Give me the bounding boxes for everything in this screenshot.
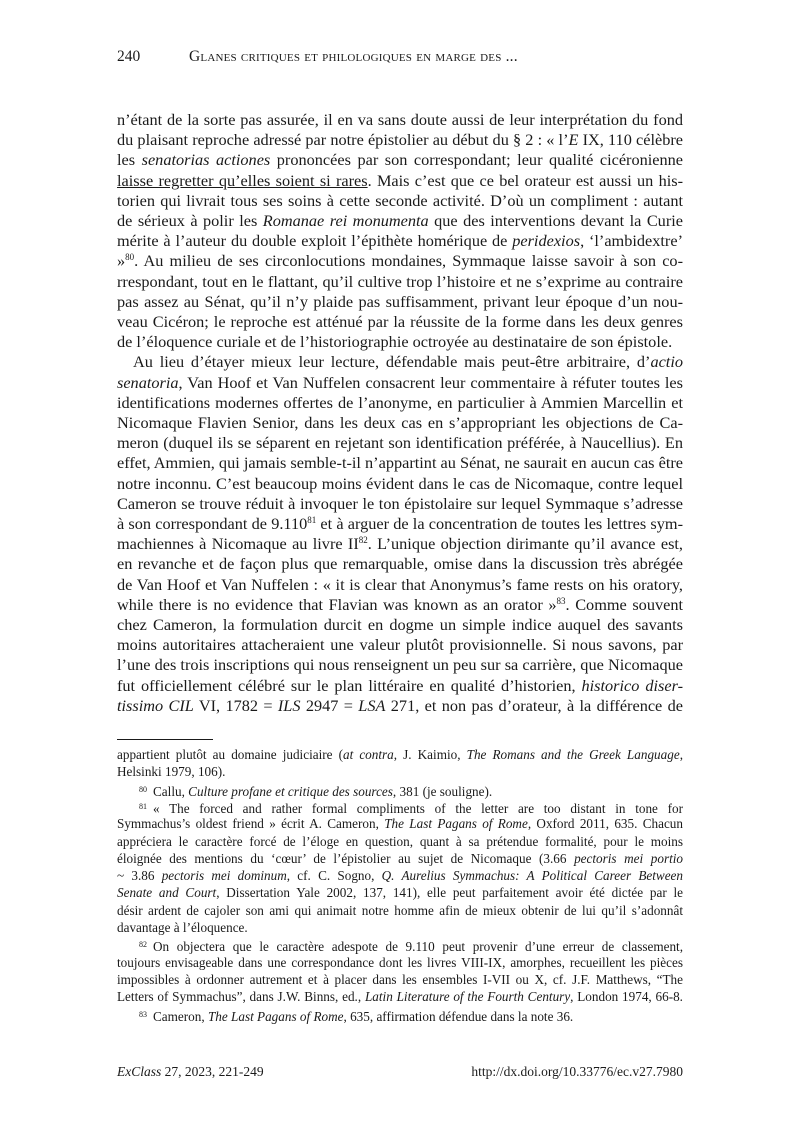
text-line	[117, 696, 683, 716]
italic-span: peridexios	[512, 231, 581, 251]
text-span: de Van Hoof et Van Nuffelen : « it is clear that Anonymus’s fame rests on his oratory,	[117, 574, 683, 594]
italic-span: E	[568, 130, 579, 150]
italic-span: The Romans and the Greek Language	[466, 747, 680, 762]
text-span: appartient plutôt au domaine judiciaire (	[117, 747, 343, 762]
text-span: notre inconnu. C’est beaucoup moins évident dans le cas de Nicomaque, contre lequel	[117, 473, 683, 493]
footnote-line	[117, 988, 683, 1005]
text-span: « The forced and rather formal compliments of the letter are too distant in tone for	[153, 800, 683, 816]
text-span: prononcées par son correspondant; leur qualité cicéronienne	[270, 150, 684, 170]
text-span: , Oxford 2011, 635. Chacun	[527, 816, 683, 832]
footnote-line	[117, 815, 683, 832]
italic-span: Romanae rei monumenta	[262, 211, 429, 230]
footnote-ref[interactable]: 82	[358, 535, 368, 546]
text-span: davantage à l’éloquence.	[117, 920, 248, 935]
text-line	[117, 292, 683, 312]
text-line	[117, 130, 683, 150]
text-span: torien qui livrait tous ses soins à cette seconde activité. D’où un compliment : autant	[117, 190, 683, 210]
text-span: , cf. C. Sogno,	[286, 868, 382, 884]
text-span: de sérieux à polir les	[117, 211, 263, 230]
text-span: toujours envisageable dans une correspondance dont les livres VIII-IX, amorphes, recueillent les pièces	[117, 954, 683, 970]
italic-span: Latin Literature of the Fourth Century	[364, 989, 571, 1005]
text-line	[117, 635, 683, 655]
footnote-line	[117, 763, 683, 780]
text-line	[117, 453, 683, 473]
italic-span: Culture profane et critique des sources	[188, 783, 393, 799]
text-span: appréciera le caractère forcé de l’éloge en question, quant à sa prétendue formalité, pour le moins	[117, 833, 683, 849]
footnote-number: 83	[139, 1009, 147, 1019]
text-span: en revanche et de façon plus que remarquable, omise dans la discussion très abrégée	[117, 554, 683, 574]
text-span: Letters of Symmachus”, dans J.W. Binns, ed.,	[117, 989, 365, 1005]
text-line	[117, 171, 683, 191]
page-footer	[117, 1064, 683, 1084]
text-span: 271, et non pas d’orateur, à la différence de	[385, 695, 683, 715]
italic-span: Senate and Court	[117, 885, 217, 901]
text-span: Cameron,	[153, 1008, 208, 1024]
italic-span: pectoris mei portio	[574, 850, 683, 866]
footnote-line	[117, 971, 683, 988]
text-line	[117, 352, 683, 372]
text-span: while there is no evidence that Flavian was known as an orator »	[117, 594, 557, 614]
text-span: ~ 3.86	[117, 868, 162, 884]
text-span: , J. Kaimio,	[393, 747, 467, 762]
text-line	[117, 413, 683, 433]
text-span: fut officiellement célébré sur le plan littéraire en qualité d’historien,	[117, 675, 582, 695]
text-line	[117, 332, 683, 352]
text-line	[117, 554, 683, 574]
text-span: effet, Ammien, qui jamais semble-t-il n’appartint au Sénat, ne saurait en aucun cas être	[117, 453, 683, 473]
text-line	[117, 595, 683, 615]
italic-span: senatoria	[117, 372, 179, 392]
italic-span: The Last Pagans of Rome	[207, 1008, 344, 1024]
text-span: les	[117, 150, 142, 170]
text-span: moins autoritaires attacheraient une valeur plutôt provisionnelle. Si nous savons, par	[117, 635, 683, 655]
running-header	[117, 48, 683, 68]
text-span: Au lieu d’étayer mieux leur lecture, défendable mais peut-être arbitraire, d’	[133, 352, 651, 372]
text-line	[117, 272, 683, 292]
text-span: n’étant de la sorte pas assurée, il en va sans doute aussi de leur interprétation du fond	[117, 110, 683, 129]
text-span: IX, 110 célèbre	[578, 130, 683, 150]
italic-span: actio	[650, 352, 683, 372]
text-span: , 381 (je souligne).	[392, 783, 493, 799]
text-span: VI, 1782 =	[193, 695, 278, 715]
italic-span: tissimo CIL	[117, 695, 194, 715]
text-span: ,	[679, 747, 683, 762]
text-span: éloignée des mentions du ‘cœur’ de l’épistolier au sujet de Nicomaque (3.66	[117, 850, 575, 866]
journal-name: ExClass	[117, 1064, 162, 1079]
footnote-line	[117, 936, 683, 955]
text-line	[117, 373, 683, 393]
text-line	[117, 110, 683, 130]
text-span: 2947 =	[300, 695, 359, 715]
text-line	[117, 251, 683, 271]
text-span: identifications modernes offertes de l’anonyme, en particulier à Ammien Marcellin et	[117, 392, 683, 412]
text-span: de l’éloquence curiale et de l’historiographie octroyée au destinataire de son épistole.	[117, 332, 673, 352]
text-span: , Dissertation Yale 2002, 137, 141), elle peut parfaitement avoir été dictée par le	[216, 885, 683, 901]
text-span: que des interventions devant la Curie	[428, 211, 683, 230]
text-span: du plaisant reproche adressé par notre épistolier au début du § 2 : « l’	[117, 130, 569, 150]
italic-span: The Last Pagans of Rome	[384, 816, 528, 832]
text-span: Callu,	[153, 783, 189, 799]
doi-link[interactable]: http://dx.doi.org/10.33776/ec.v27.7980	[471, 1064, 683, 1079]
footnote-number: 80	[139, 784, 147, 794]
underlined-span: laisse regretter qu’elles soient si rares	[117, 170, 368, 190]
footnote-line	[117, 833, 683, 850]
text-line	[117, 474, 683, 494]
footnote-line	[117, 781, 683, 800]
text-line	[117, 655, 683, 675]
text-span: On objectera que le caractère adespote de 9.110 peut provenir d’une erreur de classement,	[153, 939, 683, 955]
italic-span: ILS	[277, 695, 301, 715]
italic-span: pectoris mei dominum	[161, 868, 287, 884]
text-span: désir ardent de cajoler son ami qui animait notre homme afin de mieux obtenir de lui qu’il s’adonnât	[117, 902, 683, 918]
text-span: , 635, affirmation défendue dans la note 36.	[343, 1008, 574, 1024]
journal-volume-info: 27, 2023, 221-249	[161, 1064, 264, 1079]
text-span: . Au milieu de ses circonlocutions mondaines, Symmaque laisse savoir à son co-	[134, 251, 683, 271]
text-line	[117, 393, 683, 413]
footnote-line	[117, 867, 683, 884]
footnote-line	[117, 919, 683, 936]
text-span: . Mais c’est que ce bel orateur est aussi un his-	[367, 170, 683, 190]
italic-span: at contra	[342, 747, 394, 762]
text-span: rrespondant, tout en le flattant, qu’il cultive trop l’histoire et ne s’exprime au contraire	[117, 271, 683, 291]
footnote-ref[interactable]: 81	[307, 515, 317, 525]
text-span: , ‘l’ambidextre’	[580, 231, 683, 251]
text-line	[117, 514, 683, 534]
footnote-ref[interactable]: 83	[556, 595, 566, 606]
text-span: Symmachus’s oldest friend » écrit A. Cameron,	[117, 816, 385, 832]
footnote-line	[117, 746, 683, 763]
text-span: veau Cicéron; le reproche est atténué par la réussite de la forme dans les deux genres	[117, 312, 683, 331]
italic-span: historico diser-	[581, 675, 683, 695]
footnote-line	[117, 954, 683, 971]
text-line	[117, 312, 683, 332]
footnote-line	[117, 902, 683, 919]
footnote-line	[117, 798, 683, 817]
text-span: . L’unique objection dirimante qu’il avance est,	[367, 534, 683, 554]
text-span: meron (duquel ils se séparent en rejetant son identification préférée, à Naucellius). En	[117, 433, 683, 453]
footnote-ref[interactable]: 80	[125, 252, 135, 263]
text-span: chez Cameron, la formulation durcit en dogme un simple indice auquel des savants	[117, 615, 683, 634]
text-span: pas assez au Sénat, qu’il n’y plaide pas suffisamment, privant leur époque d’un nou-	[117, 291, 683, 311]
text-line	[117, 494, 683, 514]
text-line	[117, 231, 683, 251]
text-line	[117, 534, 683, 554]
footnote-number: 81	[139, 801, 147, 811]
text-span: . Comme souvent	[565, 594, 683, 614]
text-line	[117, 191, 683, 211]
text-span: , Van Hoof et Van Nuffelen consacrent leur commentaire à réfuter toutes les	[178, 372, 683, 392]
running-title: Glanes critiques et philologiques en marge des ...	[189, 48, 518, 65]
text-line	[117, 615, 683, 635]
footnote-line	[117, 884, 683, 901]
footnote-separator	[117, 739, 213, 740]
italic-span: LSA	[358, 695, 386, 715]
text-line	[117, 150, 683, 170]
italic-span: senatorias actiones	[141, 150, 271, 170]
footnote-number: 82	[139, 940, 147, 950]
text-line	[117, 575, 683, 595]
page-number: 240	[117, 48, 141, 65]
footnote-line	[117, 850, 683, 867]
text-line	[117, 676, 683, 696]
text-span: Nicomaque Flavien Senior, dans les deux cas en s’appropriant les objections de Ca-	[117, 413, 683, 432]
text-span: l’une des trois inscriptions qui nous renseignent un peu sur sa carrière, que Nicomaque	[117, 655, 683, 675]
text-span: impossibles à ordonner autrement et à placer dans les ensembles I-VII ou X, cf. J.F. Matthews, “The	[117, 971, 683, 987]
text-span: et à arguer de la concentration de toutes les lettres sym-	[316, 514, 683, 533]
text-span: Helsinki 1979, 106).	[117, 764, 226, 780]
text-span: »	[117, 251, 126, 271]
text-span: à son correspondant de 9.110	[117, 514, 308, 533]
text-line	[117, 211, 683, 231]
text-line	[117, 433, 683, 453]
italic-span: Q. Aurelius Symmachus: A Political Career Between	[381, 868, 683, 884]
text-span: Cameron se trouve réduit à invoquer le ton épistolaire sur lequel Symmaque s’adresse	[117, 493, 683, 513]
text-span: mérite à l’auteur du double exploit l’épithète homérique de	[117, 231, 513, 251]
text-span: machiennes à Nicomaque au livre II	[117, 534, 359, 554]
footnote-line	[117, 1006, 683, 1025]
journal-citation	[117, 1064, 264, 1080]
text-span: , London 1974, 66-8.	[570, 989, 683, 1005]
